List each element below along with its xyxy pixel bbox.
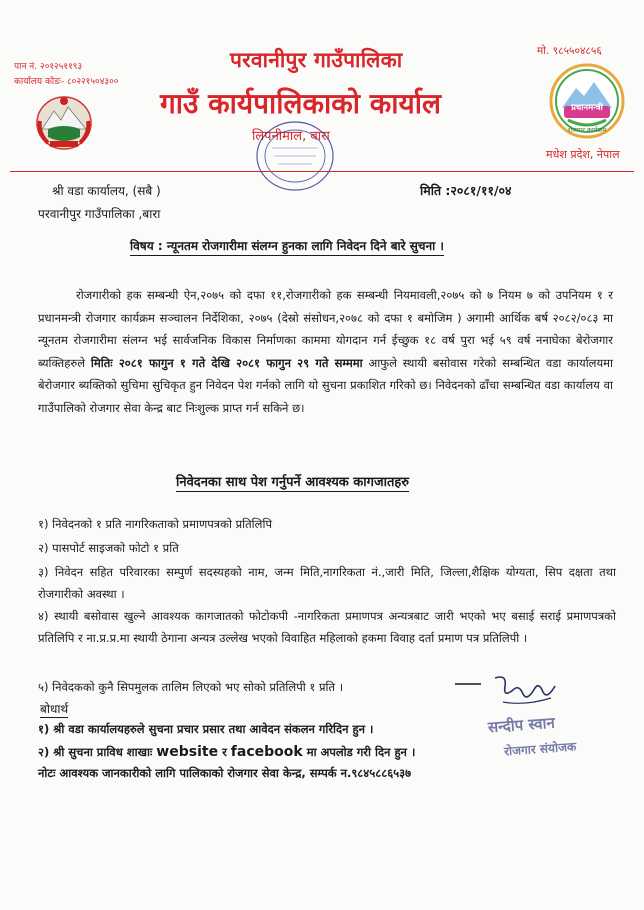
office-code: कार्यालय कोडः- ८०२२१५०४३०० bbox=[14, 77, 119, 87]
office-stamp-icon bbox=[252, 118, 338, 194]
mobile-number: मो. ९८५५०४८५६ bbox=[537, 45, 602, 57]
header-divider bbox=[10, 171, 634, 172]
signature-icon bbox=[455, 672, 585, 712]
office-location: लिपनीमाल, बारा bbox=[252, 129, 330, 144]
notice-body bbox=[38, 284, 613, 419]
letter-date: मिति :२०८१/११/०४ bbox=[420, 183, 512, 198]
website-word: website bbox=[156, 744, 219, 760]
document-item-1: १) निवेदनको १ प्रति नागरिकताको प्रमाणपत्रको प्रतिलिपि bbox=[38, 517, 272, 531]
bodhartha-heading: बोधार्थ bbox=[40, 702, 69, 716]
pan-number: पान नं. २०१२५११९३ bbox=[14, 62, 83, 72]
province-name: मधेश प्रदेश, नेपाल bbox=[546, 148, 620, 161]
addressee-line2: परवानीपुर गाउँपालिका ,बारा bbox=[38, 207, 161, 221]
addressee-line1: श्री वडा कार्यालय, (सबै ) bbox=[52, 184, 161, 198]
right-logo-text: प्रधानमन्त्री bbox=[571, 103, 603, 113]
municipality-name: परवानीपुर गाउँपालिका bbox=[230, 48, 403, 72]
subject-line: विषय : न्यूनतम रोजगारीमा संलग्न हुनका लागि निवेदन दिने बारे सुचना । bbox=[130, 237, 444, 256]
document-item-4: ४) स्थायी बसोवास खुल्ने आवश्यक कागजातको फोटोकपी -नागरिकता प्रमाणपत्र अन्यत्रबाट जारी भएको भए बसाई सराई प्रमाणपत्रको प्रतिलिपि र ना.प्र.प्र.मा स्थायी ठेगाना अन्यत्र उल्लेख भएको विवाहित महिलाको हकमा विवाह दर्ता प्रमाण पत्र प्रतिलिपी । bbox=[38, 609, 616, 645]
right-logo-subtext: रोजगार कार्यक्रम bbox=[567, 126, 607, 134]
body-text-part2: आफुले स्थायी बसोवास गरेको सम्बन्धित वडा कार्यालयमा बेरोजगार ब्यक्तिको सुचिमा सुचिकृत हुन निवेदन पेश गर्नको लागि यो सुचना प्रकाशित गरिको छ। निवेदनको ढाँचा सम्बन्धित वडा कार्यालय वा गाउँपालिको रोजगार सेवा केन्द्र बाट निःशुल्क प्राप्त गर्न सकिने छ। bbox=[38, 355, 614, 415]
body-date-range: मितिः २०८१ फागुन १ गते देखि २०८१ फागुन २९ गते सम्ममा bbox=[90, 355, 363, 370]
document-item-3: ३) निवेदन सहित परिवारका सम्पुर्ण सदस्यहको नाम, जन्म मिति,नागरिकता नं.,जारी मिति, जिल्ला,शैक्षिक योग्यता, सिप दक्षता तथा रोजगारीको अवस्था । bbox=[38, 565, 616, 601]
signatory-name: सन्दीप स्वान bbox=[487, 713, 556, 737]
office-title: गाउँ कार्यपालिकाको कार्याल bbox=[160, 87, 441, 120]
document-item-2: २) पासपोर्ट साइजको फोटो १ प्रति bbox=[38, 541, 179, 555]
bodhartha-item-2-mid: र bbox=[218, 745, 231, 759]
documents-heading: निवेदनका साथ पेश गर्नुपर्ने आवश्यक कागजातहरु bbox=[176, 472, 409, 492]
body-text-part1: रोजगारीको हक सम्बन्धी ऐन,२०७५ को दफा ११,रोजगारीको हक सम्बन्धी नियमावली,२०७५ को ७ नियम ७ को उपनियम १ र प्रधानमन्त्री रोजगार कार्यक्रम सञ्चालन निर्देशिका, २०७५ (देस्रो संसोधन,२०७८ को दफा १ बमोजिम ) अगामी आर्थिक बर्ष २०८२/०८३ मा न्यूनतम रोजगारीमा संलग्न भई सार्वजनिक विकास निर्माणका काममा योगदान गर्न ईच्छुक १८ वर्ष पुरा भई ५९ वर्ष ननाघेका बेरोजगार ब्यक्तिहरुले bbox=[38, 288, 613, 370]
nepal-emblem-icon bbox=[34, 93, 94, 151]
document-item-5: ५) निवेदककाे कुनै सिपमुलक तालिम लिएको भए सोको प्रतिलिपी १ प्रति । bbox=[38, 680, 344, 694]
bodhartha-item-2-suffix: मा अपलोड गरी दिन हुन । bbox=[302, 745, 416, 759]
contact-note: नोटः आवश्यक जानकारीको लागि पालिकाको रोजगार सेवा केन्द्र, सम्पर्क न.९८४५८८६५३७ bbox=[38, 766, 412, 780]
bodhartha-item-2 bbox=[38, 744, 415, 760]
signatory-designation: रोजगार संयोजक bbox=[503, 739, 577, 759]
facebook-word: facebook bbox=[230, 744, 303, 760]
bodhartha-item-2-prefix: २) श्री सुचना प्राविध शाखाः bbox=[38, 745, 157, 759]
bodhartha-item-1: १) श्री वडा कार्यालयहरुले सुचना प्रचार प्रसार तथा आवेदन संकलन गरिदिन हुन । bbox=[38, 722, 374, 736]
